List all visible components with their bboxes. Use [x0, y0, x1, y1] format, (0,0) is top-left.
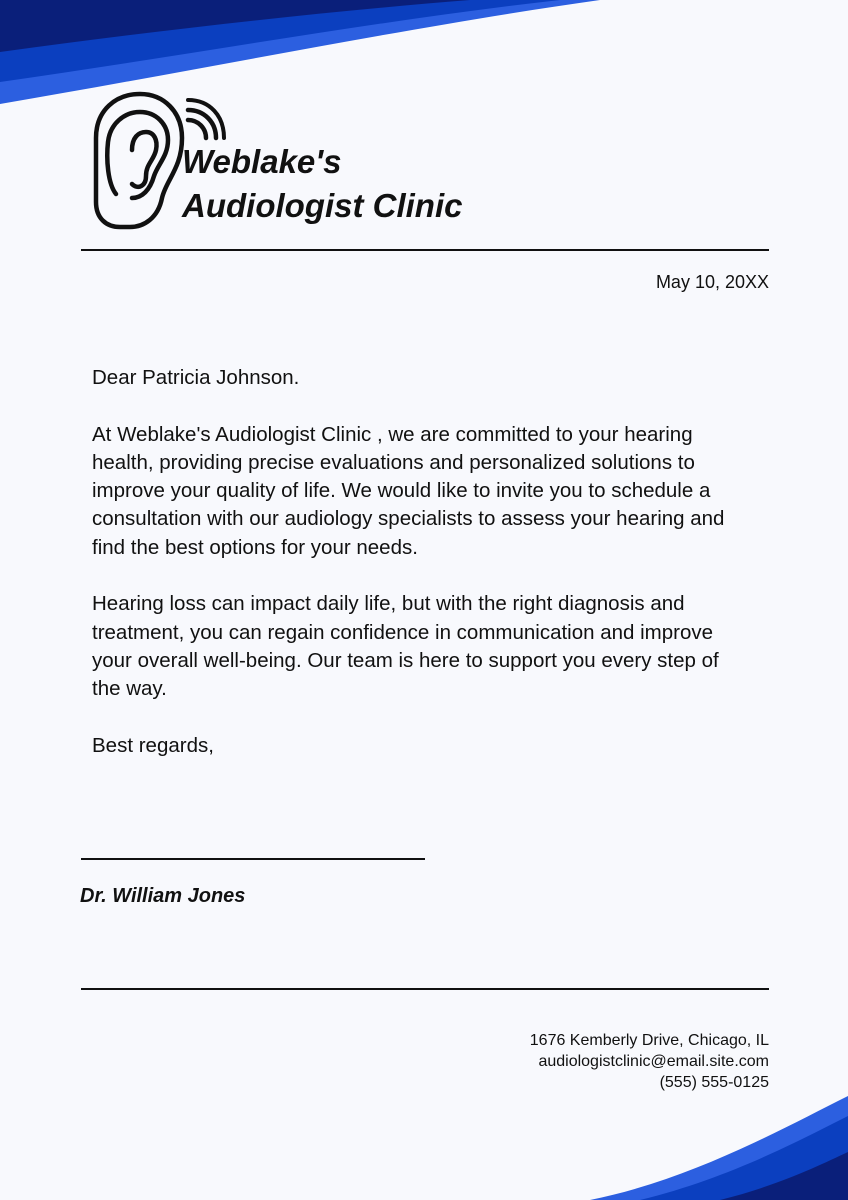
paragraph-1: At Weblake's Audiologist Clinic , we are committed to your hearing health, providing precise evaluations and personalized solutions to improve your quality of life. We would like to invite you to schedule a consultation with our audiology specialists to assess your hearing and find the best options for your needs. [92, 422, 725, 559]
bottom-wave-decoration [0, 1090, 848, 1200]
closing: Best regards, [92, 733, 214, 757]
paragraph-2: Hearing loss can impact daily life, but with the right diagnosis and treatment, you can regain confidence in communication and improve your overall well-being. Our team is here to support you every step of the way. [92, 592, 719, 701]
signature-line [81, 858, 425, 860]
contact-phone: (555) 555-0125 [659, 1074, 769, 1091]
signer-name: Dr. William Jones [80, 885, 246, 907]
contact-email: audiologistclinic@email.site.com [538, 1053, 769, 1070]
clinic-name [182, 140, 462, 228]
letter-date: May 10, 20XX [655, 272, 769, 292]
letter-body [92, 364, 732, 788]
clinic-name-line1: Weblake's [182, 143, 342, 180]
contact-info [530, 1030, 769, 1093]
contact-address: 1676 Kemberly Drive, Chicago, IL [529, 1032, 769, 1049]
footer-divider [81, 988, 769, 990]
header-divider [81, 249, 769, 251]
salutation: Dear Patricia Johnson. [92, 366, 300, 389]
clinic-name-line2: Audiologist Clinic [182, 187, 463, 224]
